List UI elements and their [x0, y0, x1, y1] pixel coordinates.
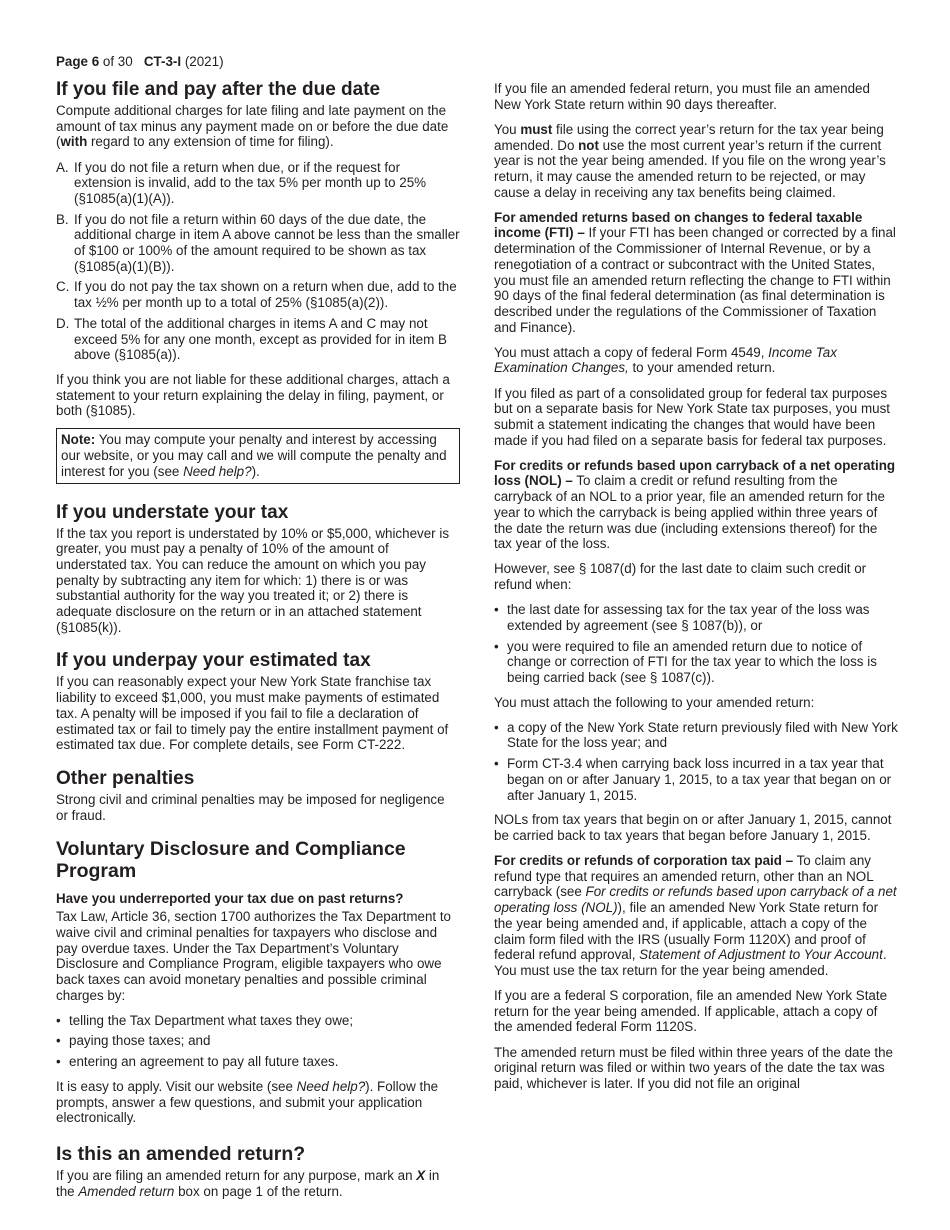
list-item: • you were required to file an amended return due to notice of change or correction of FTI for the tax year to which the loss is being carried back (see § 1087(c)). — [494, 639, 898, 686]
page-count: of 30 — [102, 54, 133, 69]
list-item: • entering an agreement to pay all future taxes. — [56, 1054, 460, 1070]
understate-section — [56, 502, 460, 636]
section-1087d-paragraph: However, see § 1087(d) for the last date to claim such credit or refund when: — [494, 561, 867, 593]
left-column — [56, 79, 460, 1209]
voluntary-text: Tax Law, Article 36, section 1700 authorizes the Tax Department to waive civil and criminal penalties for taxpayers who disclose and pay overdue taxes. Under the Tax Department’s Voluntary Disclosure and Compliance Program, eligible taxpayers who owe back taxes can avoid monetary penalties and possible criminal charges by: — [56, 909, 452, 1003]
list-item: • a copy of the New York State return previously filed with New York State for the loss year; and — [494, 720, 898, 751]
list-item: • the last date for assessing tax for the tax year of the loss was extended by agreement (see § 1087(b)), or — [494, 602, 898, 633]
nol-carryback-paragraph: For credits or refunds based upon carryback of a net operating loss (NOL) – To claim a credit or refund resulting from the carryback of an NOL to a prior year, file an amended return for the year to which the carryback is being applied within three years of the date the return was due (including extensions thereof) for the tax year of the loss. — [494, 457, 896, 552]
late-filing-intro: Compute additional charges for late filing and late payment on the amount of tax minus any payment made on or before the due date (with regard to any extension of time for filing). — [56, 103, 449, 150]
fti-changes-paragraph: For amended returns based on changes to federal taxable income (FTI) – If your FTI has been changed or corrected by a final determination of the Commissioner of Internal Revenue, or by a renegotiation of a contract or subcontract with the United States, you must file an amended return reflecting the change to FTI within 90 days of the final federal determination (as final determination is described under the regulations of the Commissioner of Taxation and Finance). — [494, 209, 896, 335]
attachments-bullets — [494, 720, 898, 804]
need-help-reference: Need help? — [183, 463, 252, 479]
voluntary-disclosure-section — [56, 838, 460, 1126]
form-number: CT-3-I — [143, 54, 182, 69]
other-penalties-text: Strong civil and criminal penalties may be imposed for negligence or fraud. — [56, 791, 445, 823]
late-filing-heading: If you file and pay after the due date — [56, 79, 381, 100]
penalty-note-box: Note: You may compute your penalty and interest by accessing our website, or you may call and we will compute the penalty and interest for you (see Need help?). — [56, 428, 460, 483]
note-label: Note: — [61, 432, 96, 448]
amended-return-section — [56, 1143, 460, 1199]
apply-paragraph: It is easy to apply. Visit our website (see Need help?). Follow the prompts, answer a few questions, and submit your application electronically. — [56, 1078, 439, 1126]
s-corporation-paragraph: If you are a federal S corporation, file an amended New York State return for the year being amended. If applicable, attach a copy of the amended federal Form 1120S. — [494, 988, 888, 1035]
nol-2015-paragraph: NOLs from tax years that begin on or after January 1, 2015, cannot be carried back to tax years that began before January 1, 2015. — [494, 812, 892, 843]
form-4549-paragraph: You must attach a copy of federal Form 4549, Income Tax Examination Changes, to your amended return. — [494, 344, 837, 376]
list-item: • Form CT-3.4 when carrying back loss incurred in a tax year that began on or after January 1, 2015, to a tax year that began on or after January 1, 2015. — [494, 756, 898, 803]
list-item: C. If you do not pay the tax shown on a return when due, add to the tax ½% per month up to a total of 25% (§1085(a)(2)). — [56, 279, 457, 311]
underpay-section — [56, 650, 460, 753]
form-year: (2021) — [184, 54, 224, 69]
list-item: B. If you do not file a return within 60 days of the due date, the additional charge in item A above cannot be less than the smaller of $100 or 100% of the amount required to be shown as tax (§1085(a)(1)(B)). — [56, 211, 460, 274]
other-penalties-heading: Other penalties — [56, 767, 195, 789]
voluntary-bullets — [56, 1013, 460, 1070]
consolidated-group-paragraph: If you filed as part of a consolidated group for federal tax purposes but on a separate basis for New York State tax purposes, you must submit a statement indicating the changes that would have been made if you had filed on a separate basis for federal tax purposes. — [494, 385, 890, 448]
not-liable-paragraph: If you think you are not liable for these additional charges, attach a statement to your return explaining the delay in filing, payment, or both (§1085). — [56, 371, 450, 419]
understate-text: If the tax you report is understated by 10% or $5,000, whichever is greater, you must pay a penalty of 10% of the amount of understated tax. You can reduce the amount on which you pay penalty by subtracting any item for which: 1) there is or was substantial authority for the way you treated it; or 2) there is adequate disclosure on the return or in an attached statement (§1085(k)). — [56, 525, 450, 635]
page-header — [56, 54, 224, 69]
filing-deadline-paragraph: The amended return must be filed within three years of the date the original return was filed or within two years of the date the tax was paid, whichever is later. If you did not file an original — [494, 1044, 893, 1091]
x-mark: X — [416, 1167, 426, 1183]
list-item: A. If you do not file a return when due, or if the request for extension is invalid, add to the tax 5% per month up to 25% (§1085(a)(1)(A)). — [56, 159, 427, 206]
underpay-heading: If you underpay your estimated tax — [56, 650, 371, 672]
understate-heading: If you understate your tax — [56, 501, 289, 523]
late-filing-section — [56, 79, 460, 484]
section-1087d-bullets — [494, 602, 898, 686]
voluntary-disclosure-heading: Voluntary Disclosure and Compliance Program — [56, 838, 406, 883]
right-column — [494, 81, 898, 1101]
amended-return-box-reference: Amended return — [78, 1183, 175, 1199]
list-item: • paying those taxes; and — [56, 1033, 460, 1049]
correct-year-paragraph: You must file using the correct year’s return for the tax year being amended. Do not use the most current year’s return if the current year is not the year being amended. If you file on the wrong year’s return, it may cause the amended return to be rejected, or may cause a delay in receiving any tax benefits being claimed. — [494, 121, 886, 200]
page-number: Page 6 — [56, 54, 100, 69]
need-help-reference: Need help? — [296, 1078, 366, 1094]
voluntary-subheading: Have you underreported your tax due on past returns? — [56, 891, 404, 907]
attach-following-paragraph: You must attach the following to your amended return: — [494, 694, 815, 710]
amended-return-heading: Is this an amended return? — [56, 1142, 306, 1165]
list-item: • telling the Tax Department what taxes they owe; — [56, 1013, 460, 1029]
underpay-text: If you can reasonably expect your New York State franchise tax liability to exceed $1,000, you must make payments of estimated tax. A penalty will be imposed if you fail to file a declaration of estimated tax or fail to timely pay the entire installment payment of estimated tax due. For complete details, see Form CT-222. — [56, 674, 449, 753]
amended-return-text: If you are filing an amended return for any purpose, mark an X in the Amended return box on page 1 of the return. — [56, 1167, 440, 1199]
other-penalties-section — [56, 768, 460, 823]
list-item: D. The total of the additional charges in items A and C may not exceed 5% for any one month, except as provided for in item B above (§1085(a)). — [56, 315, 447, 363]
late-charges-list — [56, 160, 460, 363]
corporation-tax-refund-paragraph: For credits or refunds of corporation tax paid – To claim any refund type that requires an amended return, other than an NOL carryback (see For credits or refunds based upon carryback of a net operating loss (NOL)), file an amended New York State return for the year being amended and, if applicable, attach a copy of the claim form filed with the IRS (usually Form 1120X) and proof of federal refund approval, Statement of Adjustment to Your Account. You must use the tax return for the year being amended. — [494, 853, 897, 978]
amended-federal-paragraph: If you file an amended federal return, you must file an amended New York State return within 90 days thereafter. — [494, 81, 870, 112]
